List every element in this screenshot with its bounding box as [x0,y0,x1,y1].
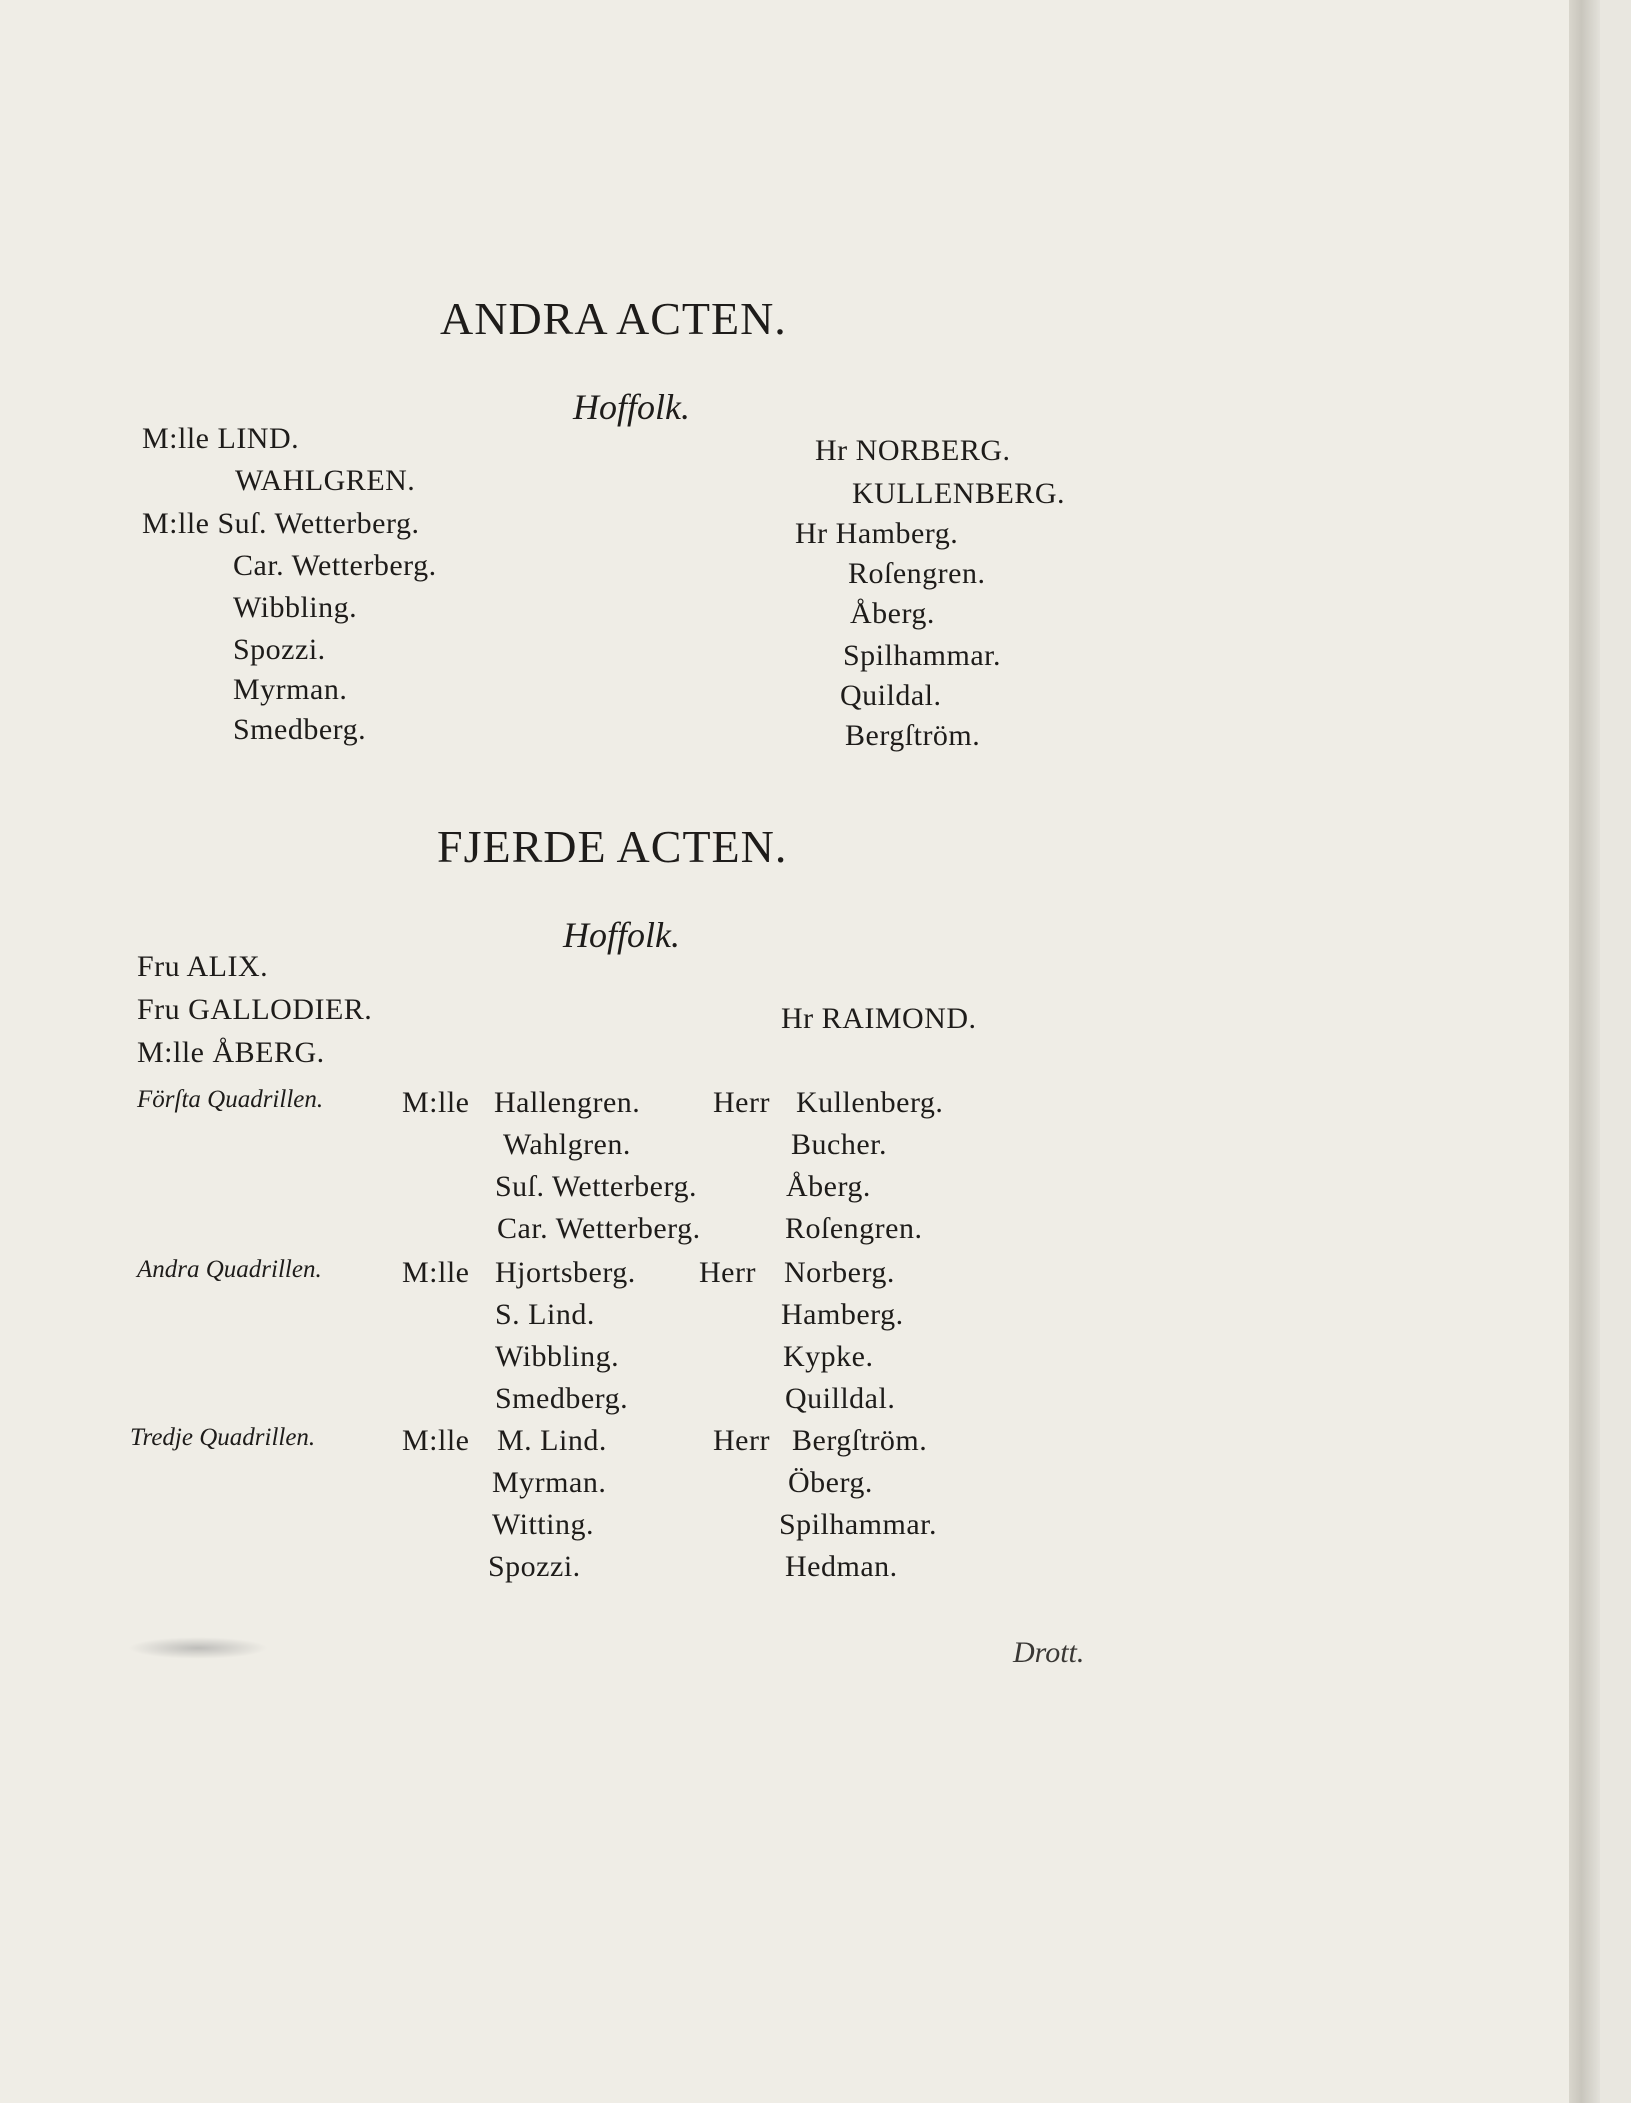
quadrille-3-man-4: Hedman. [785,1550,898,1583]
quadrille-3-woman-3: Witting. [492,1508,594,1541]
quadrille-2-woman-1: Hjortsberg. [495,1256,636,1289]
act2-title: ANDRA ACTEN. [440,293,787,344]
quadrille-1-man-4: Roſengren. [785,1212,923,1245]
quadrille-3-woman-4: Spozzi. [488,1550,581,1583]
quadrille-3-man-3: Spilhammar. [779,1508,937,1541]
act2-man-1: Hr NORBERG. [815,434,1011,467]
act2-man-3: Hr Hamberg. [795,517,959,550]
quadrille-2-man-2: Hamberg. [781,1298,904,1331]
quadrille-1-label: Förſta Quadrillen. [137,1086,324,1113]
quadrille-2-women-prefix: M:lle [402,1256,470,1289]
act2-subtitle: Hoffolk. [573,387,690,427]
quadrille-3-men-prefix: Herr [713,1424,770,1457]
quadrille-3-women-prefix: M:lle [402,1424,470,1457]
act2-man-8: Bergſtröm. [845,719,981,752]
act2-woman-7: Myrman. [233,673,348,706]
act2-woman-3: M:lle Suſ. Wetterberg. [142,507,420,540]
catchword: Drott. [1013,1636,1085,1669]
quadrille-3-man-1: Bergſtröm. [792,1424,928,1457]
quadrille-1-man-1: Kullenberg. [796,1086,944,1119]
act2-woman-4: Car. Wetterberg. [233,549,437,582]
quadrille-1-woman-2: Wahlgren. [503,1128,631,1161]
quadrille-2-men-prefix: Herr [699,1256,756,1289]
quadrille-1-woman-1: Hallengren. [494,1086,641,1119]
ink-smudge [128,1637,268,1659]
quadrille-2-man-3: Kypke. [783,1340,874,1373]
quadrille-1-women-prefix: M:lle [402,1086,470,1119]
quadrille-1-woman-4: Car. Wetterberg. [497,1212,701,1245]
act2-woman-1: M:lle LIND. [142,422,300,455]
act4-subtitle: Hoffolk. [563,915,680,955]
quadrille-2-woman-4: Smedberg. [495,1382,629,1415]
quadrille-3-label: Tredje Quadrillen. [130,1424,316,1451]
act4-soloist-woman-3: M:lle ÅBERG. [137,1036,325,1069]
quadrille-3-woman-2: Myrman. [492,1466,607,1499]
act2-man-4: Roſengren. [848,557,986,590]
quadrille-3-woman-1: M. Lind. [497,1424,607,1457]
act4-soloist-woman-1: Fru ALIX. [137,950,269,983]
act2-man-7: Quildal. [840,679,942,712]
quadrille-2-man-4: Quilldal. [785,1382,896,1415]
quadrille-1-man-3: Åberg. [786,1170,871,1203]
act2-woman-6: Spozzi. [233,633,326,666]
act2-man-5: Åberg. [850,597,935,630]
quadrille-2-woman-3: Wibbling. [495,1340,620,1373]
quadrille-1-man-2: Bucher. [791,1128,887,1161]
quadrille-2-label: Andra Quadrillen. [137,1256,322,1283]
act4-soloist-woman-2: Fru GALLODIER. [137,993,373,1026]
quadrille-2-man-1: Norberg. [784,1256,895,1289]
act2-woman-2: WAHLGREN. [235,464,416,497]
quadrille-1-men-prefix: Herr [713,1086,770,1119]
quadrille-3-man-2: Öberg. [788,1466,873,1499]
act2-man-6: Spilhammar. [843,639,1001,672]
quadrille-2-woman-2: S. Lind. [495,1298,595,1331]
page-edge [1569,0,1600,2103]
act4-title: FJERDE ACTEN. [437,821,788,872]
quadrille-1-woman-3: Suſ. Wetterberg. [495,1170,697,1203]
act2-man-2: KULLENBERG. [852,477,1065,510]
act2-woman-5: Wibbling. [233,591,358,624]
act2-woman-8: Smedberg. [233,713,367,746]
act4-soloist-man: Hr RAIMOND. [781,1002,977,1035]
